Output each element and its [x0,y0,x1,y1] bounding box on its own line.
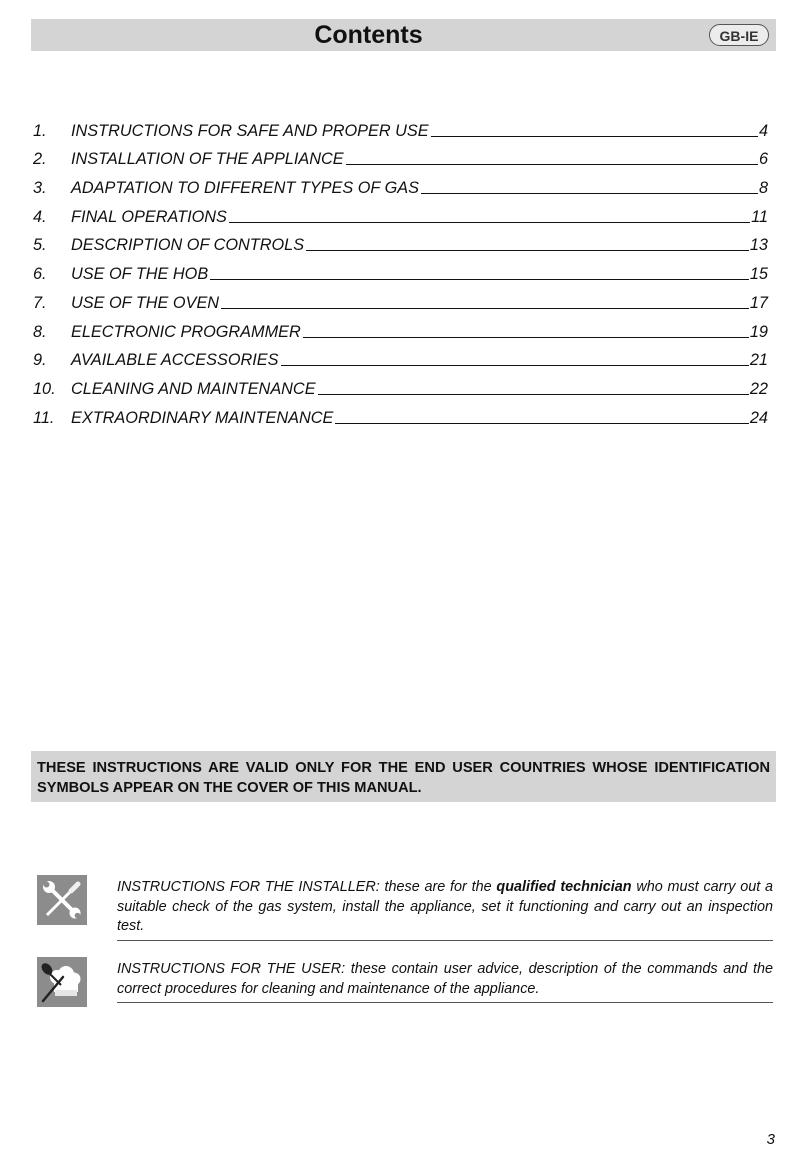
toc-number: 2. [33,150,47,169]
toc-entry[interactable] [33,370,768,399]
toc-page: 4 [758,121,768,140]
toc-page: 17 [749,293,768,312]
toc-page: 11 [751,207,768,226]
toc-number: 11. [33,408,55,427]
toc-entry[interactable] [33,227,768,256]
toc-page: 21 [749,351,768,370]
toc-title: EXTRAORDINARY MAINTENANCE [71,408,334,427]
toc-page: 22 [749,379,768,398]
toc-number: 5. [33,236,47,255]
toc-title: INSTRUCTIONS FOR SAFE AND PROPER USE [71,121,429,140]
chef-hat-spoon-icon [37,957,87,1007]
toc-number: 7. [33,293,47,312]
toc-number: 10. [33,379,56,398]
toc-entry[interactable] [33,112,768,141]
toc-entry[interactable] [33,313,768,342]
toc-leader [421,193,758,194]
toc-leader [221,308,749,309]
toc-number: 3. [33,179,47,198]
toc-title: ELECTRONIC PROGRAMMER [71,322,301,341]
installer-text [117,878,773,941]
installer-text-start: INSTRUCTIONS FOR THE INSTALLER: these are for the [117,879,497,895]
toc-number: 9. [33,351,47,370]
toc-title: ADAPTATION TO DIFFERENT TYPES OF GAS [71,179,419,198]
toc-leader [210,279,749,280]
installer-emphasis: qualified technician [496,879,632,895]
toc-page: 19 [749,322,768,341]
installer-text-end: who must carry out a suitable check of the gas system, install the appliance, set it functioning and carry out an inspection test. [117,879,774,934]
toc-leader [281,365,749,366]
toc-title: FINAL OPERATIONS [71,207,227,226]
toc-number: 8. [33,322,47,341]
toc-title: AVAILABLE ACCESSORIES [71,351,279,370]
toc-entry[interactable] [33,141,768,170]
header-bar [31,19,776,51]
toc-entry[interactable] [33,169,768,198]
toc-page: 6 [758,150,768,169]
toc-title: USE OF THE OVEN [71,293,220,312]
toc-title: USE OF THE HOB [71,265,209,284]
validity-notice: THESE INSTRUCTIONS ARE VALID ONLY FOR THE END USER COUNTRIES WHOSE IDENTIFICATION SYMBOLS APPEAR ON THE COVER OF THIS MANUAL. [31,751,776,802]
toc-leader [318,394,749,395]
toc-entry[interactable] [33,198,768,227]
table-of-contents [33,112,768,428]
user-text: INSTRUCTIONS FOR THE USER: these contain user advice, description of the commands and the correct procedures for cleaning and maintenance of the appliance. [117,960,773,1003]
toc-title: CLEANING AND MAINTENANCE [71,379,316,398]
toc-page: 15 [749,265,768,284]
toc-leader [346,164,758,165]
toc-title: DESCRIPTION OF CONTROLS [71,236,305,255]
toc-title: INSTALLATION OF THE APPLIANCE [71,150,344,169]
toc-entry[interactable] [33,342,768,371]
toc-number: 6. [33,265,47,284]
toc-leader [431,136,758,137]
wrench-screwdriver-icon [37,875,87,925]
toc-leader [335,423,749,424]
toc-page: 24 [749,408,768,427]
toc-entry[interactable] [33,255,768,284]
toc-leader [306,250,749,251]
toc-number: 1. [33,121,47,140]
toc-page: 8 [758,179,768,198]
toc-number: 4. [33,207,47,226]
language-badge: GB-IE [709,24,769,46]
toc-page: 13 [749,236,768,255]
toc-entry[interactable] [33,399,768,428]
toc-entry[interactable] [33,284,768,313]
toc-leader [229,222,750,223]
page-number: 3 [766,1131,775,1148]
page-title: Contents [314,21,423,49]
toc-leader [303,337,749,338]
